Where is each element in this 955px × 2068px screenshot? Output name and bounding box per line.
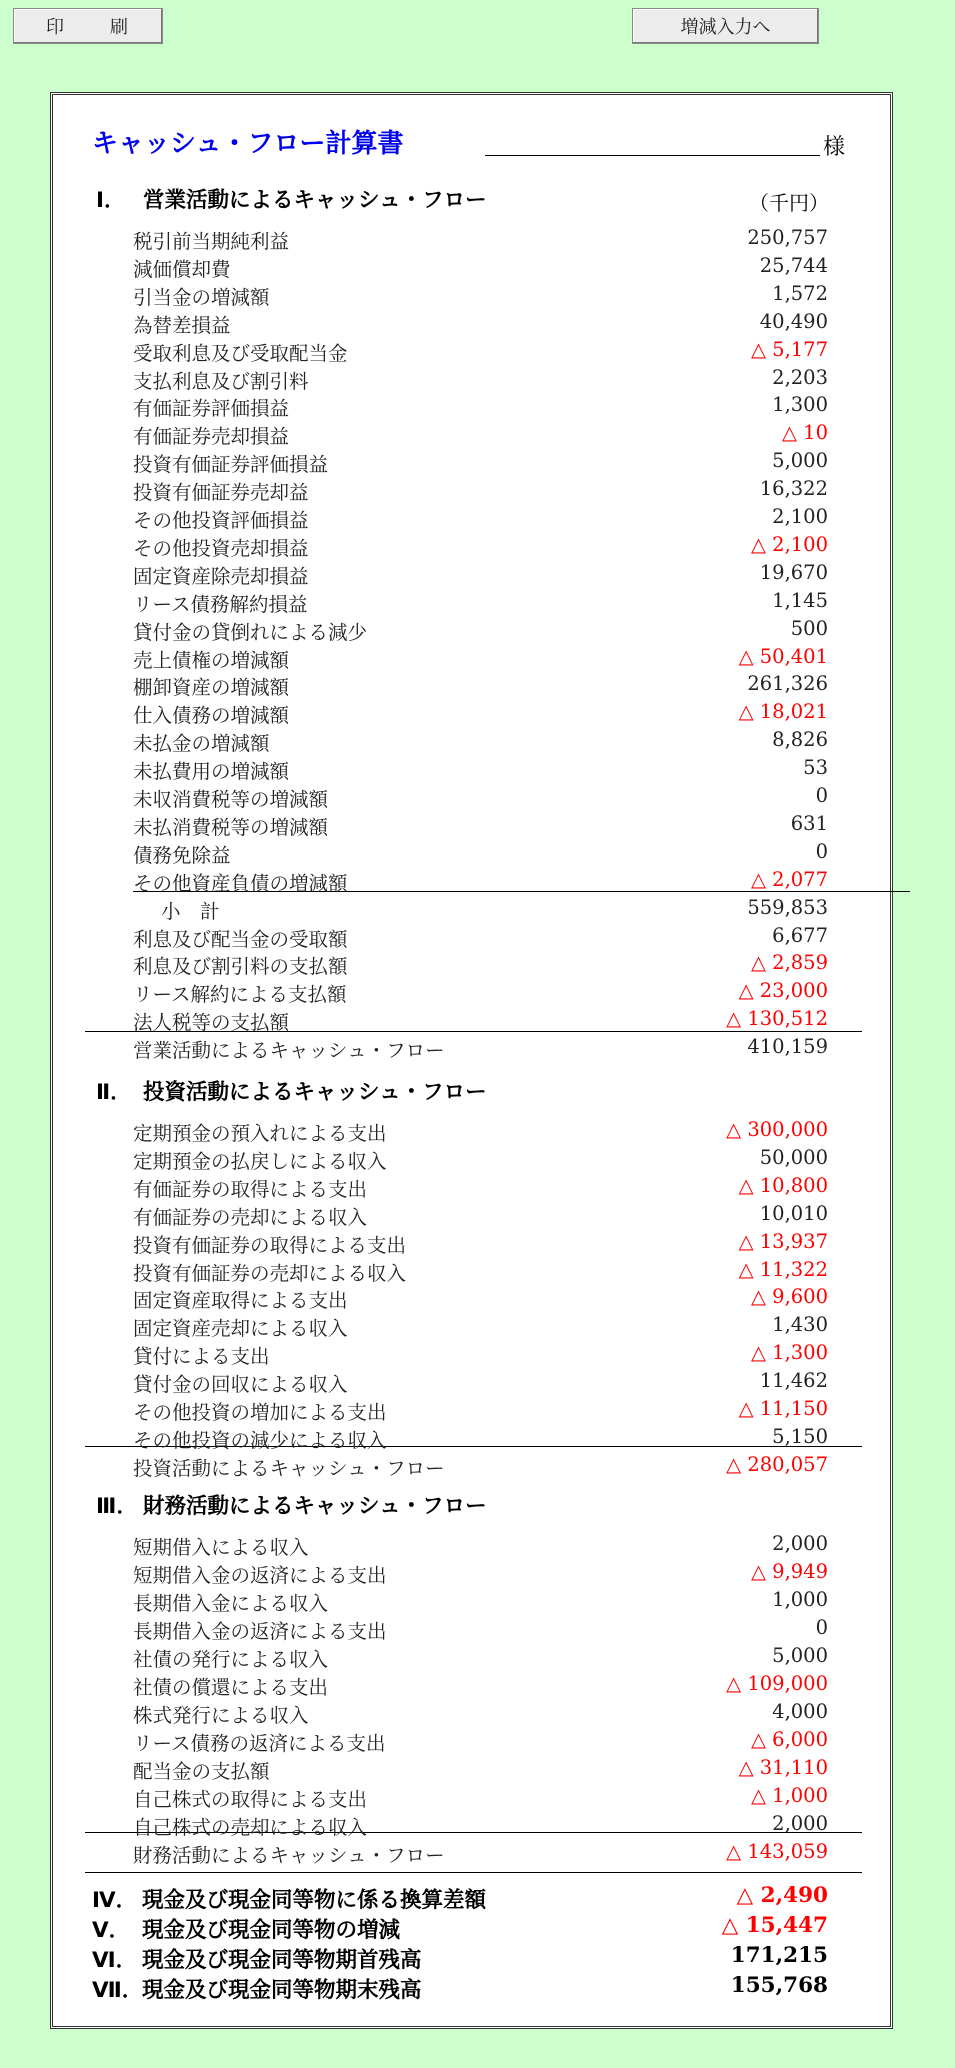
row-amount: △ 1,000 xyxy=(750,1784,828,1807)
row-amount: 1,572 xyxy=(772,281,828,305)
section-end-rule xyxy=(85,1872,862,1873)
row-label: 引当金の増減額 xyxy=(133,285,270,309)
row-label: 株式発行による収入 xyxy=(133,1704,309,1727)
statement-row xyxy=(133,924,828,952)
row-label: 投資有価証券の取得による支出 xyxy=(133,1233,407,1257)
statement-row xyxy=(133,896,828,924)
section-operating-heading xyxy=(96,183,487,214)
statement-row xyxy=(133,533,828,561)
statement-row xyxy=(133,589,828,617)
section-number: Ⅰ． xyxy=(96,188,126,213)
statement-row xyxy=(133,672,828,700)
row-label: 貸付金の回収による収入 xyxy=(133,1373,348,1397)
row-amount: 4,000 xyxy=(772,1700,828,1723)
statement-row xyxy=(133,1453,828,1481)
statement-row xyxy=(133,449,828,477)
row-amount: 50,000 xyxy=(759,1145,828,1169)
statement-row xyxy=(133,1616,828,1644)
row-amount: 10,010 xyxy=(759,1201,828,1225)
section-title: 財務活動によるキャッシュ・フロー xyxy=(143,1494,487,1519)
row-amount: 2,203 xyxy=(772,365,828,389)
row-label: その他投資売却損益 xyxy=(133,536,309,560)
row-label: 財務活動によるキャッシュ・フロー xyxy=(133,1844,445,1867)
row-amount: 5,000 xyxy=(772,449,828,473)
row-amount: 53 xyxy=(803,756,828,780)
statement-row xyxy=(133,254,828,282)
summary-number: Ⅳ． xyxy=(92,1888,138,1913)
row-label: 長期借入金による収入 xyxy=(133,1592,329,1615)
row-amount: 0 xyxy=(815,1616,828,1639)
row-label: リース債務解約損益 xyxy=(133,592,308,616)
row-amount: 16,322 xyxy=(759,477,828,501)
row-label: 未払費用の増減額 xyxy=(133,760,290,784)
row-label: リース債務の返済による支出 xyxy=(133,1732,386,1755)
row-amount: △ 2,077 xyxy=(750,867,828,891)
statement-row xyxy=(133,338,828,366)
row-label: 固定資産取得による支出 xyxy=(133,1289,348,1313)
row-label: 有価証券の売却による収入 xyxy=(133,1205,368,1229)
row-label: その他資産負債の増減額 xyxy=(133,871,348,895)
row-amount: △ 10,800 xyxy=(738,1173,828,1197)
row-amount: △ 9,949 xyxy=(750,1560,828,1583)
statement-row xyxy=(133,1285,828,1313)
row-label: 貸付金の貸倒れによる減少 xyxy=(133,620,368,644)
row-amount: 559,853 xyxy=(747,895,828,919)
statement-row xyxy=(133,561,828,589)
row-amount: 2,100 xyxy=(772,505,828,528)
summary-number: Ⅶ． xyxy=(92,1978,144,2003)
row-label: 有価証券売却損益 xyxy=(133,425,290,449)
statement-row xyxy=(133,1560,828,1588)
row-amount: △ 9,600 xyxy=(750,1285,828,1309)
row-label: 短期借入による収入 xyxy=(133,1536,309,1559)
statement-row xyxy=(133,282,828,310)
row-label: 支払利息及び割引料 xyxy=(133,369,309,393)
row-amount: 40,490 xyxy=(759,309,828,333)
adjustment-input-button[interactable]: 増減入力へ xyxy=(632,8,819,44)
row-amount: 5,000 xyxy=(772,1644,828,1667)
statement-row xyxy=(133,700,828,728)
summary-amount: 171,215 xyxy=(730,1943,828,1968)
statement-row xyxy=(133,1202,828,1230)
summary-label: 現金及び現金同等物に係る換算差額 xyxy=(142,1888,487,1913)
statement-row xyxy=(133,979,828,1007)
row-amount: △ 11,322 xyxy=(738,1257,828,1281)
row-label: 未収消費税等の増減額 xyxy=(133,788,329,811)
row-amount: 1,430 xyxy=(772,1313,828,1337)
statement-row xyxy=(133,728,828,756)
statement-row xyxy=(133,1230,828,1258)
statement-row xyxy=(133,784,828,812)
row-amount: 261,326 xyxy=(747,672,828,696)
row-amount: 631 xyxy=(790,811,828,835)
row-amount: 6,677 xyxy=(772,923,828,947)
summary-row xyxy=(92,1913,828,1943)
summary-row xyxy=(92,1943,828,1973)
row-amount: △ 5,177 xyxy=(750,337,828,361)
row-amount: 19,670 xyxy=(759,560,828,584)
row-label: 投資活動によるキャッシュ・フロー xyxy=(133,1456,445,1480)
section-financing-heading xyxy=(96,1489,487,1520)
statement-row xyxy=(133,1341,828,1369)
row-label: 未払金の増減額 xyxy=(133,732,270,756)
row-label: 固定資産売却による収入 xyxy=(133,1317,348,1341)
row-amount: △ 1,300 xyxy=(750,1341,828,1365)
statement-row xyxy=(133,1425,828,1453)
row-label: 未払消費税等の増減額 xyxy=(133,815,329,839)
row-label: その他投資の減少による収入 xyxy=(133,1428,387,1452)
row-label: リース解約による支払額 xyxy=(133,983,347,1007)
row-amount: 410,159 xyxy=(747,1035,828,1059)
unit-label: （千円） xyxy=(749,191,829,215)
row-amount: △ 280,057 xyxy=(726,1452,828,1476)
statement-row xyxy=(133,1146,828,1174)
row-amount: △ 31,110 xyxy=(738,1756,828,1779)
summary-label: 現金及び現金同等物期首残高 xyxy=(142,1948,422,1973)
row-amount: △ 2,859 xyxy=(750,951,828,975)
row-label: 仕入債務の増減額 xyxy=(133,704,290,728)
section-title: 営業活動によるキャッシュ・フロー xyxy=(143,188,487,213)
summary-row xyxy=(92,1973,828,2003)
statement-row xyxy=(133,1588,828,1616)
row-amount: 500 xyxy=(790,616,828,640)
statement-row xyxy=(133,310,828,338)
statement-row xyxy=(133,366,828,394)
row-label: 有価証券評価損益 xyxy=(133,397,290,421)
row-label: 法人税等の支払額 xyxy=(133,1011,290,1035)
row-amount: 0 xyxy=(815,839,828,863)
statement-row xyxy=(133,1672,828,1700)
row-amount: 8,826 xyxy=(772,728,828,752)
row-amount: △ 130,512 xyxy=(726,1007,828,1031)
row-label: 貸付による支出 xyxy=(133,1345,270,1369)
section-investing-heading xyxy=(96,1075,487,1106)
row-amount: 25,744 xyxy=(759,253,828,277)
addressee-line xyxy=(485,155,820,156)
row-label: 定期預金の払戻しによる収入 xyxy=(133,1149,387,1173)
statement-row xyxy=(133,1369,828,1397)
statement-row xyxy=(133,1700,828,1728)
cash-flow-statement-sheet xyxy=(50,92,893,2029)
row-label: 税引前当期純利益 xyxy=(133,230,290,253)
statement-row xyxy=(133,951,828,979)
row-label: その他投資評価損益 xyxy=(133,509,309,532)
row-amount: 1,300 xyxy=(772,393,828,417)
row-label: 減価償却費 xyxy=(133,257,231,281)
row-label: 小 計 xyxy=(161,899,220,923)
statement-row xyxy=(133,840,828,868)
statement-row xyxy=(133,1035,828,1063)
row-amount: △ 300,000 xyxy=(726,1118,828,1141)
summary-row xyxy=(92,1883,828,1913)
row-label: 定期預金の預入れによる支出 xyxy=(133,1122,387,1145)
statement-row xyxy=(133,1313,828,1341)
section-title: 投資活動によるキャッシュ・フロー xyxy=(143,1080,487,1105)
row-amount: 5,150 xyxy=(772,1424,828,1448)
summary-amount: △ 15,447 xyxy=(721,1913,828,1938)
statement-row xyxy=(133,1397,828,1425)
row-amount: △ 11,150 xyxy=(738,1397,828,1420)
row-amount: 2,000 xyxy=(772,1532,828,1555)
row-amount: 1,000 xyxy=(772,1588,828,1611)
row-label: 自己株式の売却による収入 xyxy=(133,1816,368,1839)
row-label: 受取利息及び受取配当金 xyxy=(133,341,348,365)
row-label: 売上債権の増減額 xyxy=(133,648,290,672)
row-amount: 1,145 xyxy=(772,588,828,612)
summary-label: 現金及び現金同等物期末残高 xyxy=(142,1978,422,2003)
row-label: 債務免除益 xyxy=(133,843,231,867)
row-label: 配当金の支払額 xyxy=(133,1760,270,1783)
statement-row xyxy=(133,393,828,421)
statement-row xyxy=(133,756,828,784)
statement-row xyxy=(133,617,828,645)
print-button[interactable]: 印 刷 xyxy=(13,8,163,44)
row-amount: 0 xyxy=(815,784,828,807)
row-label: 営業活動によるキャッシュ・フロー xyxy=(133,1039,445,1063)
summary-number: Ⅴ． xyxy=(92,1918,131,1943)
statement-row xyxy=(133,477,828,505)
statement-row xyxy=(133,1812,828,1840)
row-amount: △ 23,000 xyxy=(738,979,828,1003)
honorific-label: 様 xyxy=(823,135,846,160)
statement-title: キャッシュ・フロー計算書 xyxy=(92,129,404,159)
row-label: 有価証券の取得による支出 xyxy=(133,1177,368,1201)
statement-row xyxy=(133,1174,828,1202)
row-label: 為替差損益 xyxy=(133,313,231,337)
row-amount: △ 109,000 xyxy=(726,1672,828,1695)
row-label: 社債の償還による支出 xyxy=(133,1676,329,1699)
row-amount: △ 50,401 xyxy=(738,644,828,668)
row-label: 短期借入金の返済による支出 xyxy=(133,1564,387,1587)
statement-row xyxy=(133,1118,828,1146)
statement-row xyxy=(133,1840,828,1868)
row-amount: △ 18,021 xyxy=(738,700,828,724)
row-label: 社債の発行による収入 xyxy=(133,1648,329,1671)
statement-row xyxy=(133,421,828,449)
statement-row xyxy=(133,645,828,673)
statement-row xyxy=(133,1784,828,1812)
row-label: 長期借入金の返済による支出 xyxy=(133,1620,387,1643)
row-label: 利息及び割引料の支払額 xyxy=(133,955,348,979)
row-label: 棚卸資産の増減額 xyxy=(133,676,290,700)
row-label: その他投資の増加による支出 xyxy=(133,1401,387,1424)
row-amount: 2,000 xyxy=(772,1812,828,1835)
row-label: 利息及び配当金の受取額 xyxy=(133,927,348,951)
statement-row xyxy=(133,868,828,896)
row-amount: △ 13,937 xyxy=(738,1229,828,1253)
row-amount: 11,462 xyxy=(759,1369,828,1393)
section-number: Ⅲ． xyxy=(96,1494,138,1519)
section-number: Ⅱ． xyxy=(96,1080,132,1105)
statement-row xyxy=(133,1007,828,1035)
row-label: 投資有価証券評価損益 xyxy=(133,453,329,477)
row-label: 投資有価証券の売却による収入 xyxy=(133,1261,407,1285)
summary-number: Ⅵ． xyxy=(92,1948,138,1973)
row-label: 投資有価証券売却益 xyxy=(133,481,309,505)
row-amount: △ 2,100 xyxy=(750,532,828,556)
row-amount: △ 10 xyxy=(781,421,828,445)
row-amount: △ 143,059 xyxy=(726,1840,828,1863)
statement-row xyxy=(133,1728,828,1756)
statement-row xyxy=(133,1258,828,1286)
statement-row xyxy=(133,812,828,840)
summary-label: 現金及び現金同等物の増減 xyxy=(142,1918,401,1943)
summary-amount: 155,768 xyxy=(730,1973,828,1998)
statement-row xyxy=(133,1532,828,1560)
row-label: 自己株式の取得による支出 xyxy=(133,1788,368,1811)
row-amount: 250,757 xyxy=(747,226,828,249)
row-label: 固定資産除売却損益 xyxy=(133,564,309,588)
summary-amount: △ 2,490 xyxy=(736,1883,828,1908)
statement-row xyxy=(133,1644,828,1672)
statement-row xyxy=(133,1756,828,1784)
statement-row xyxy=(133,505,828,533)
row-amount: △ 6,000 xyxy=(750,1728,828,1751)
statement-row xyxy=(133,226,828,254)
